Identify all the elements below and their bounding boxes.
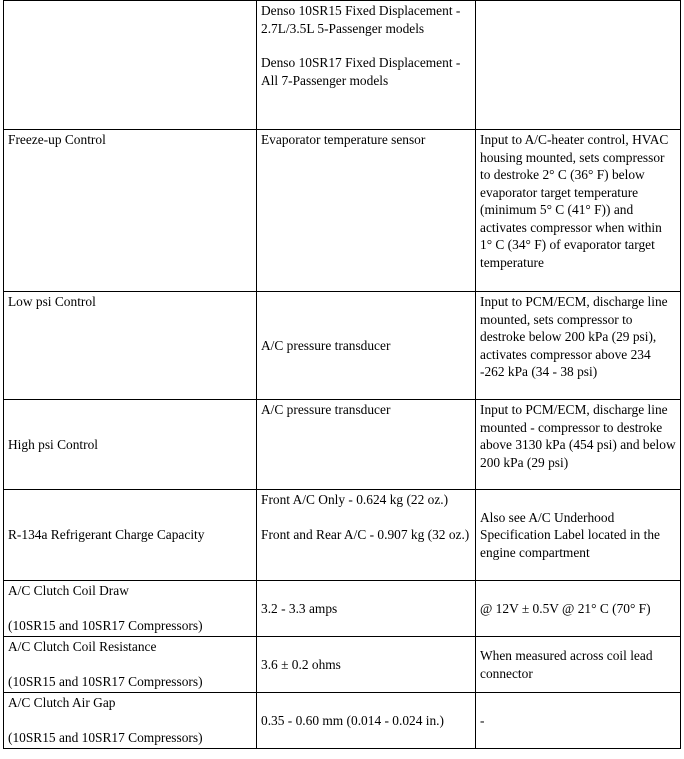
table-cell: Input to PCM/ECM, discharge line mounted, sets compressor to destroke below 200 kPa (29 psi), activates compressor above 234 -262 kPa (34 - 38 psi): [476, 292, 681, 400]
table-cell: 3.6 ± 0.2 ohms: [257, 637, 476, 693]
table-cell: 3.2 - 3.3 amps: [257, 581, 476, 637]
charge-front-rear-text: Front and Rear A/C - 0.907 kg (32 oz.): [261, 526, 470, 542]
row-label: A/C Clutch Air Gap: [8, 695, 116, 710]
table-row: [4, 130, 681, 292]
row-sublabel: (10SR15 and 10SR17 Compressors): [8, 729, 203, 745]
row-label: A/C Clutch Coil Resistance: [8, 639, 157, 654]
table-row: [4, 490, 681, 581]
table-row: [4, 637, 681, 693]
table-cell: Evaporator temperature sensor: [257, 130, 476, 292]
table-cell: [4, 1, 257, 130]
table-cell: -: [476, 693, 681, 749]
table-cell: Input to PCM/ECM, discharge line mounted - compressor to destroke above 3130 kPa (454 psi) and below 200 kPa (29 psi): [476, 400, 681, 490]
table-cell: A/C pressure transducer: [257, 400, 476, 490]
ac-specifications-table: [3, 0, 681, 749]
compressor-10sr17-text: Denso 10SR17 Fixed Displacement - All 7-Passenger models: [261, 55, 461, 88]
table-cell: When measured across coil lead connector: [476, 637, 681, 693]
table-cell: [4, 693, 257, 749]
table-cell: 0.35 - 0.60 mm (0.014 - 0.024 in.): [257, 693, 476, 749]
charge-front-only-text: Front A/C Only - 0.624 kg (22 oz.): [261, 492, 449, 507]
table-cell: R-134a Refrigerant Charge Capacity: [4, 490, 257, 581]
table-row: [4, 1, 681, 130]
row-label: A/C Clutch Coil Draw: [8, 583, 129, 598]
table-cell: Input to A/C-heater control, HVAC housing mounted, sets compressor to destroke 2° C (36° F) below evaporator target temperature (minimum 5° C (41° F)) and activates compressor when within 1° C (34° F) of evaporator target temperature: [476, 130, 681, 292]
compressor-10sr15-text: Denso 10SR15 Fixed Displacement - 2.7L/3.5L 5-Passenger models: [261, 3, 461, 36]
table-cell: [476, 1, 681, 130]
row-sublabel: (10SR15 and 10SR17 Compressors): [8, 617, 203, 633]
table-cell: [257, 1, 476, 130]
table-cell: Also see A/C Underhood Specification Label located in the engine compartment: [476, 490, 681, 581]
table-cell: High psi Control: [4, 400, 257, 490]
table-row: [4, 693, 681, 749]
table-cell: @ 12V ± 0.5V @ 21° C (70° F): [476, 581, 681, 637]
table-cell: A/C pressure transducer: [257, 292, 476, 400]
table-row: [4, 400, 681, 490]
table-cell: [4, 637, 257, 693]
table-cell: [257, 490, 476, 581]
table-row: [4, 292, 681, 400]
table-cell: Low psi Control: [4, 292, 257, 400]
table-cell: [4, 581, 257, 637]
table-cell: Freeze-up Control: [4, 130, 257, 292]
table-row: [4, 581, 681, 637]
row-sublabel: (10SR15 and 10SR17 Compressors): [8, 673, 203, 689]
